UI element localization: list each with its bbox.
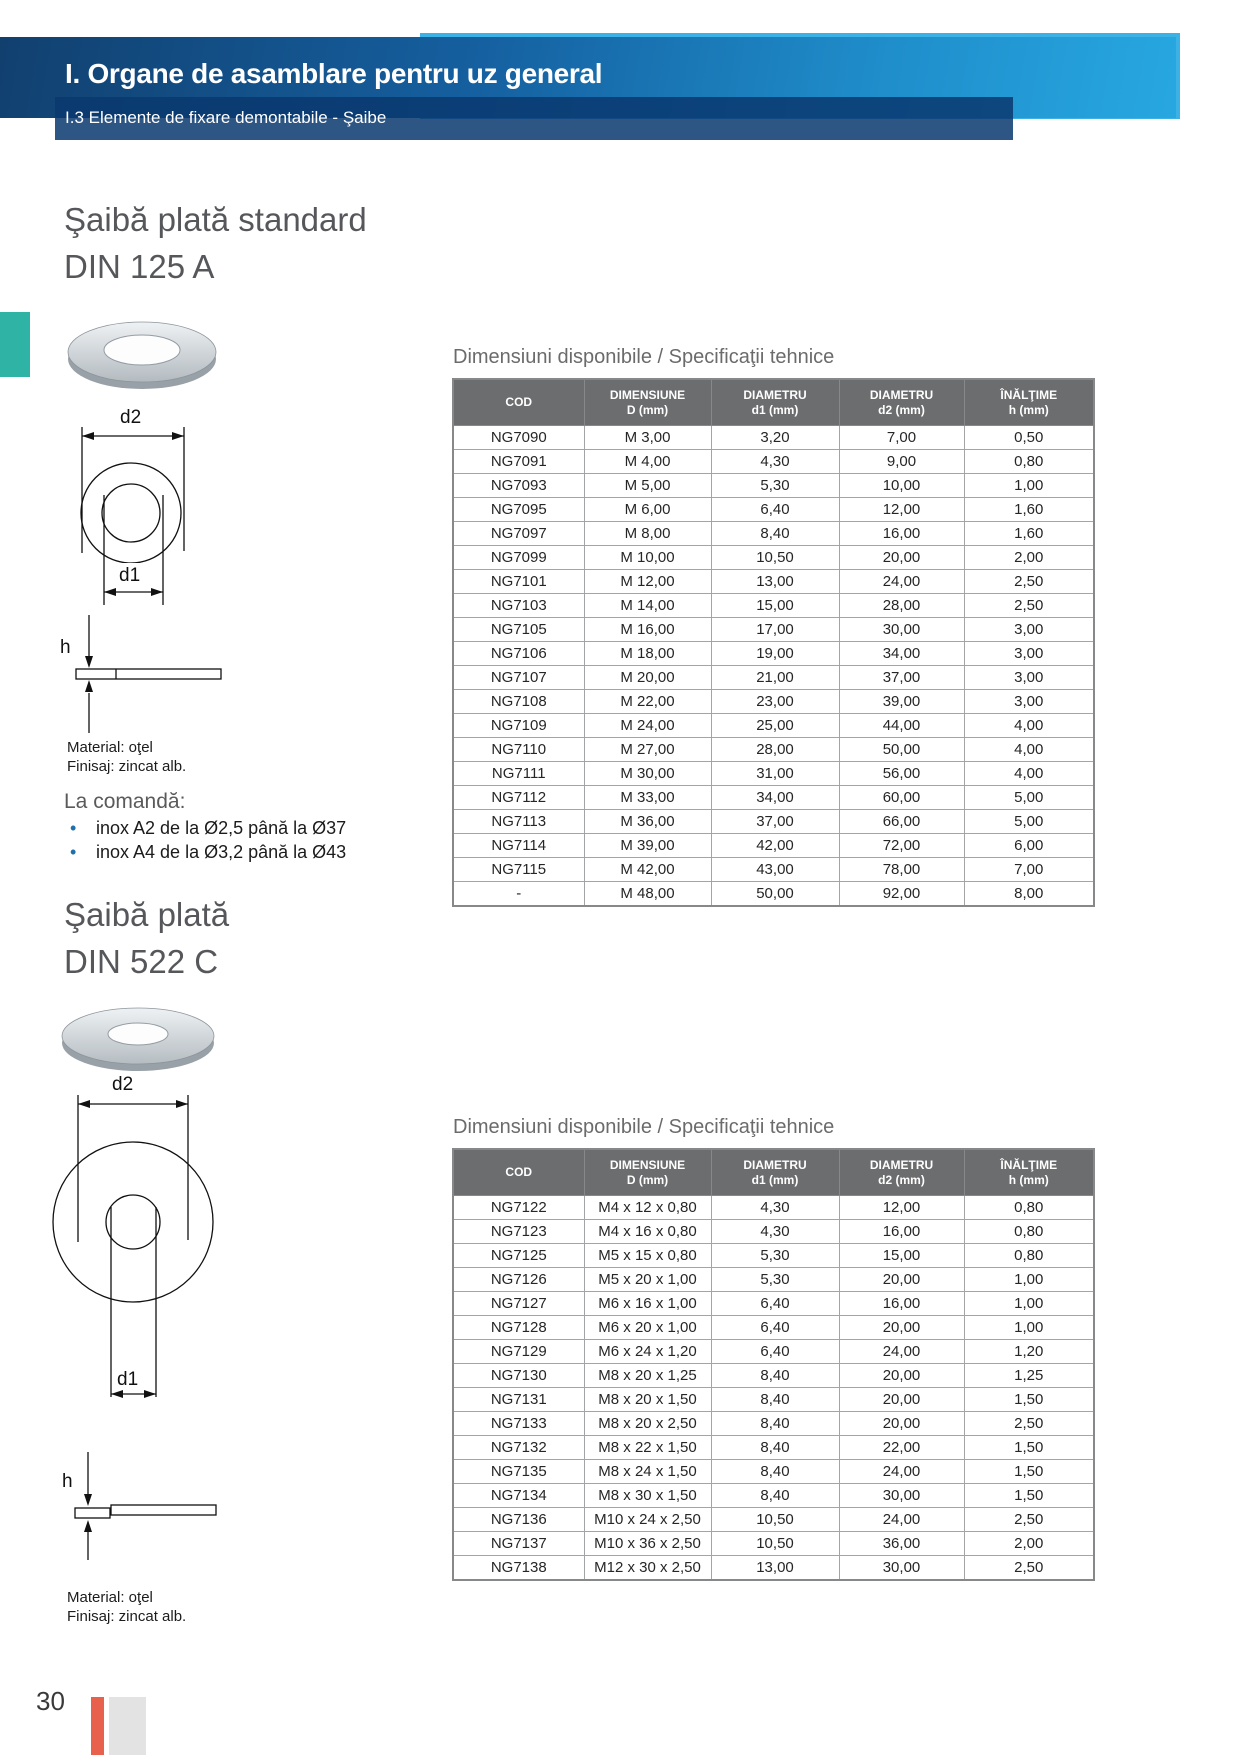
- table-cell: 10,50: [711, 1532, 839, 1556]
- table-cell: 3,00: [964, 642, 1094, 666]
- table-cell: 36,00: [839, 1532, 964, 1556]
- table-cell: 1,50: [964, 1484, 1094, 1508]
- table-row: [453, 1532, 1094, 1556]
- table-cell: 4,30: [711, 1196, 839, 1220]
- table-cell: M8 x 22 x 1,50: [584, 1436, 711, 1460]
- table-row: [453, 1436, 1094, 1460]
- table-cell: 16,00: [839, 1220, 964, 1244]
- page-number: 30: [36, 1686, 65, 1716]
- table-row: [453, 426, 1094, 450]
- table-cell: 34,00: [839, 642, 964, 666]
- table-cell: M6 x 24 x 1,20: [584, 1340, 711, 1364]
- table-cell: 1,60: [964, 522, 1094, 546]
- table-cell: 34,00: [711, 786, 839, 810]
- table-cell: 20,00: [839, 546, 964, 570]
- table-cell: 60,00: [839, 786, 964, 810]
- column-header: COD: [453, 1149, 584, 1196]
- table-row: [453, 1340, 1094, 1364]
- table-cell: 9,00: [839, 450, 964, 474]
- table-row: [453, 858, 1094, 882]
- table-row: [453, 834, 1094, 858]
- table-row: [453, 690, 1094, 714]
- table-cell: M 10,00: [584, 546, 711, 570]
- table-row: [453, 786, 1094, 810]
- dim-label-d2: d2: [112, 1074, 134, 1095]
- table-cell: NG7135: [453, 1460, 584, 1484]
- table-row: [453, 1268, 1094, 1292]
- table-cell: NG7129: [453, 1340, 584, 1364]
- table-cell: M 27,00: [584, 738, 711, 762]
- column-header: ÎNĂLŢIME h (mm): [964, 379, 1094, 426]
- table-cell: M 8,00: [584, 522, 711, 546]
- table-cell: M 5,00: [584, 474, 711, 498]
- table-cell: NG7136: [453, 1508, 584, 1532]
- table-row: [453, 1484, 1094, 1508]
- table-cell: M 16,00: [584, 618, 711, 642]
- table-cell: 31,00: [711, 762, 839, 786]
- table-cell: 15,00: [839, 1244, 964, 1268]
- table-cell: 3,00: [964, 666, 1094, 690]
- table-cell: M6 x 20 x 1,00: [584, 1316, 711, 1340]
- section2-title-line2: DIN 522 C: [64, 943, 219, 980]
- table-cell: 0,80: [964, 1220, 1094, 1244]
- table-cell: M 18,00: [584, 642, 711, 666]
- table-cell: 10,50: [711, 1508, 839, 1532]
- table-cell: 8,40: [711, 1436, 839, 1460]
- table-row: [453, 762, 1094, 786]
- header-subbar: [55, 97, 1013, 140]
- table-cell: 37,00: [839, 666, 964, 690]
- table-cell: 13,00: [711, 570, 839, 594]
- column-header: DIAMETRU d1 (mm): [711, 379, 839, 426]
- table-cell: 24,00: [839, 1460, 964, 1484]
- table-cell: M 6,00: [584, 498, 711, 522]
- table-cell: M 22,00: [584, 690, 711, 714]
- table-cell: 16,00: [839, 522, 964, 546]
- table-cell: 15,00: [711, 594, 839, 618]
- table-row: [453, 618, 1094, 642]
- table-cell: 30,00: [839, 618, 964, 642]
- table-cell: NG7114: [453, 834, 584, 858]
- table-cell: M8 x 30 x 1,50: [584, 1484, 711, 1508]
- washer-photo: [58, 995, 218, 1077]
- table-cell: M 4,00: [584, 450, 711, 474]
- table-cell: M5 x 20 x 1,00: [584, 1268, 711, 1292]
- table-cell: NG7126: [453, 1268, 584, 1292]
- table-row: [453, 1292, 1094, 1316]
- table-cell: NG7123: [453, 1220, 584, 1244]
- table-cell: 8,40: [711, 1460, 839, 1484]
- table-cell: 20,00: [839, 1268, 964, 1292]
- order-label: La comandă:: [64, 790, 186, 813]
- table-cell: NG7138: [453, 1556, 584, 1581]
- table-cell: 6,40: [711, 1292, 839, 1316]
- washer-photo: [62, 312, 222, 392]
- footer-accent-gray: [109, 1697, 146, 1755]
- column-header: DIAMETRU d2 (mm): [839, 1149, 964, 1196]
- table-cell: M 12,00: [584, 570, 711, 594]
- table-cell: 1,20: [964, 1340, 1094, 1364]
- table-cell: 24,00: [839, 1340, 964, 1364]
- table-cell: M 33,00: [584, 786, 711, 810]
- table-cell: 8,00: [964, 882, 1094, 907]
- table-cell: NG7110: [453, 738, 584, 762]
- table-row: [453, 1460, 1094, 1484]
- table-cell: 2,50: [964, 594, 1094, 618]
- table-cell: M8 x 24 x 1,50: [584, 1460, 711, 1484]
- order-option: • inox A4 de la Ø3,2 până la Ø43: [62, 840, 346, 864]
- material-note: [67, 738, 186, 776]
- table-cell: 2,00: [964, 546, 1094, 570]
- table-cell: NG7106: [453, 642, 584, 666]
- table-row: [453, 474, 1094, 498]
- table-cell: 1,50: [964, 1436, 1094, 1460]
- table-cell: NG7133: [453, 1412, 584, 1436]
- table-row: [453, 810, 1094, 834]
- table-cell: 0,80: [964, 1196, 1094, 1220]
- table-cell: 8,40: [711, 522, 839, 546]
- finish-line: Finisaj: zincat alb.: [67, 758, 187, 775]
- spec-table-din125: [452, 378, 1095, 907]
- table-row: [453, 522, 1094, 546]
- table-cell: 3,20: [711, 426, 839, 450]
- table-cell: M 48,00: [584, 882, 711, 907]
- column-header: DIAMETRU d1 (mm): [711, 1149, 839, 1196]
- table-row: [453, 714, 1094, 738]
- table-cell: 6,00: [964, 834, 1094, 858]
- table-cell: 4,30: [711, 1220, 839, 1244]
- table-cell: NG7099: [453, 546, 584, 570]
- table-cell: NG7113: [453, 810, 584, 834]
- table-cell: 1,00: [964, 1292, 1094, 1316]
- table-cell: 0,80: [964, 1244, 1094, 1268]
- table-row: [453, 1556, 1094, 1581]
- table-cell: 8,40: [711, 1412, 839, 1436]
- table-cell: NG7107: [453, 666, 584, 690]
- table-cell: 6,40: [711, 1316, 839, 1340]
- table-cell: 37,00: [711, 810, 839, 834]
- table-cell: 12,00: [839, 498, 964, 522]
- table-cell: NG7101: [453, 570, 584, 594]
- table-cell: M4 x 16 x 0,80: [584, 1220, 711, 1244]
- table-cell: 16,00: [839, 1292, 964, 1316]
- section1-title-line2: DIN 125 A: [64, 248, 215, 285]
- table-cell: M10 x 36 x 2,50: [584, 1532, 711, 1556]
- table-cell: 24,00: [839, 1508, 964, 1532]
- spec-table-din522: [452, 1148, 1095, 1581]
- table-cell: 30,00: [839, 1484, 964, 1508]
- table-cell: 1,60: [964, 498, 1094, 522]
- table-cell: 4,00: [964, 738, 1094, 762]
- column-header: COD: [453, 379, 584, 426]
- table-header-row: [453, 1149, 1094, 1196]
- table-cell: NG7097: [453, 522, 584, 546]
- column-header: DIMENSIUNE D (mm): [584, 1149, 711, 1196]
- table-cell: 2,00: [964, 1532, 1094, 1556]
- table-cell: M8 x 20 x 1,25: [584, 1364, 711, 1388]
- table-row: [453, 882, 1094, 907]
- table-cell: M6 x 16 x 1,00: [584, 1292, 711, 1316]
- table-cell: NG7105: [453, 618, 584, 642]
- table-cell: NG7111: [453, 762, 584, 786]
- finish-line: Finisaj: zincat alb.: [67, 1608, 187, 1625]
- table-cell: M12 x 30 x 2,50: [584, 1556, 711, 1581]
- table-cell: M4 x 12 x 0,80: [584, 1196, 711, 1220]
- table-row: [453, 1196, 1094, 1220]
- table-cell: NG7137: [453, 1532, 584, 1556]
- table-cell: NG7109: [453, 714, 584, 738]
- dim-label-d2: d2: [120, 407, 142, 428]
- table-cell: 4,00: [964, 762, 1094, 786]
- table-row: [453, 642, 1094, 666]
- table-cell: M8 x 20 x 1,50: [584, 1388, 711, 1412]
- material-line: Material: oţel: [67, 1589, 153, 1606]
- table-cell: 44,00: [839, 714, 964, 738]
- table-cell: 50,00: [711, 882, 839, 907]
- table-cell: 43,00: [711, 858, 839, 882]
- table-cell: NG7103: [453, 594, 584, 618]
- column-header: ÎNĂLŢIME h (mm): [964, 1149, 1094, 1196]
- table-cell: NG7122: [453, 1196, 584, 1220]
- breadcrumb: I.3 Elemente de fixare demontabile - Şaibe: [65, 108, 387, 127]
- table-row: [453, 1388, 1094, 1412]
- table-cell: 8,40: [711, 1364, 839, 1388]
- table-cell: M 24,00: [584, 714, 711, 738]
- table-cell: 0,80: [964, 450, 1094, 474]
- table-cell: 20,00: [839, 1364, 964, 1388]
- table-cell: 20,00: [839, 1388, 964, 1412]
- table-cell: NG7091: [453, 450, 584, 474]
- table-cell: NG7134: [453, 1484, 584, 1508]
- material-note: [67, 1588, 186, 1626]
- table-cell: 21,00: [711, 666, 839, 690]
- material-line: Material: oţel: [67, 739, 153, 756]
- table-row: [453, 1220, 1094, 1244]
- table-cell: 66,00: [839, 810, 964, 834]
- table-cell: 28,00: [711, 738, 839, 762]
- table-cell: NG7127: [453, 1292, 584, 1316]
- table-row: [453, 1508, 1094, 1532]
- order-option: • inox A2 de la Ø2,5 până la Ø37: [62, 816, 346, 840]
- dim-label-d1: d1: [119, 565, 141, 586]
- table-cell: 10,50: [711, 546, 839, 570]
- side-view-drawing-din522: [48, 1442, 243, 1562]
- teal-accent-block: [0, 312, 30, 377]
- table-cell: 50,00: [839, 738, 964, 762]
- table-cell: 5,30: [711, 1244, 839, 1268]
- table-cell: 8,40: [711, 1484, 839, 1508]
- table-cell: 1,25: [964, 1364, 1094, 1388]
- table-row: [453, 666, 1094, 690]
- table-row: [453, 570, 1094, 594]
- table-cell: NG7115: [453, 858, 584, 882]
- table-row: [453, 546, 1094, 570]
- table-cell: 7,00: [839, 426, 964, 450]
- table-row: [453, 450, 1094, 474]
- table1-heading: Dimensiuni disponibile / Specificaţii tehnice: [453, 346, 835, 368]
- table-cell: 3,00: [964, 690, 1094, 714]
- table-cell: 92,00: [839, 882, 964, 907]
- footer-accent-red: [91, 1697, 104, 1755]
- dim-label-h: h: [62, 1471, 73, 1492]
- table-cell: 25,00: [711, 714, 839, 738]
- table-cell: 10,00: [839, 474, 964, 498]
- table-cell: 2,50: [964, 1412, 1094, 1436]
- page-title: I. Organe de asamblare pentru uz general: [65, 58, 603, 89]
- table-cell: NG7108: [453, 690, 584, 714]
- table-cell: 5,30: [711, 474, 839, 498]
- table-cell: 5,00: [964, 810, 1094, 834]
- table-cell: 13,00: [711, 1556, 839, 1581]
- technical-drawing-din522: [48, 1072, 243, 1417]
- column-header: DIMENSIUNE D (mm): [584, 379, 711, 426]
- table-header-row: [453, 379, 1094, 426]
- table-cell: 3,00: [964, 618, 1094, 642]
- table-cell: 8,40: [711, 1388, 839, 1412]
- table-cell: M 30,00: [584, 762, 711, 786]
- table-cell: 5,00: [964, 786, 1094, 810]
- table-cell: 4,30: [711, 450, 839, 474]
- table-cell: 5,30: [711, 1268, 839, 1292]
- table-cell: 72,00: [839, 834, 964, 858]
- table-cell: 0,50: [964, 426, 1094, 450]
- table-cell: NG7131: [453, 1388, 584, 1412]
- table-row: [453, 1316, 1094, 1340]
- table-cell: NG7125: [453, 1244, 584, 1268]
- dim-label-h: h: [60, 637, 71, 658]
- section2-title: [64, 891, 229, 985]
- table-cell: 30,00: [839, 1556, 964, 1581]
- table-cell: M 42,00: [584, 858, 711, 882]
- column-header: DIAMETRU d2 (mm): [839, 379, 964, 426]
- table-cell: 78,00: [839, 858, 964, 882]
- table-cell: M10 x 24 x 2,50: [584, 1508, 711, 1532]
- table-cell: NG7095: [453, 498, 584, 522]
- table-cell: 22,00: [839, 1436, 964, 1460]
- table-cell: 1,50: [964, 1460, 1094, 1484]
- table-cell: NG7128: [453, 1316, 584, 1340]
- table-cell: 6,40: [711, 1340, 839, 1364]
- table-cell: 20,00: [839, 1412, 964, 1436]
- table-cell: M5 x 15 x 0,80: [584, 1244, 711, 1268]
- table-cell: 2,50: [964, 1556, 1094, 1581]
- table-cell: NG7090: [453, 426, 584, 450]
- table-cell: 56,00: [839, 762, 964, 786]
- table-cell: M 20,00: [584, 666, 711, 690]
- dim-label-d1: d1: [117, 1369, 139, 1390]
- table-cell: 28,00: [839, 594, 964, 618]
- table-cell: M 3,00: [584, 426, 711, 450]
- table-cell: NG7093: [453, 474, 584, 498]
- table-cell: M 14,00: [584, 594, 711, 618]
- table-cell: NG7112: [453, 786, 584, 810]
- table-cell: 4,00: [964, 714, 1094, 738]
- table-row: [453, 594, 1094, 618]
- table-cell: 2,50: [964, 1508, 1094, 1532]
- table-cell: M8 x 20 x 2,50: [584, 1412, 711, 1436]
- table-cell: 7,00: [964, 858, 1094, 882]
- table-cell: 12,00: [839, 1196, 964, 1220]
- table-cell: 1,00: [964, 1316, 1094, 1340]
- table-cell: 39,00: [839, 690, 964, 714]
- table-cell: 19,00: [711, 642, 839, 666]
- section1-title: [64, 196, 367, 290]
- table-cell: 1,00: [964, 1268, 1094, 1292]
- table-row: [453, 1412, 1094, 1436]
- table-cell: NG7130: [453, 1364, 584, 1388]
- table-cell: 42,00: [711, 834, 839, 858]
- table-row: [453, 1364, 1094, 1388]
- section2-title-line1: Şaibă plată: [64, 896, 230, 933]
- table-cell: M 36,00: [584, 810, 711, 834]
- technical-drawing-din125: [48, 403, 243, 748]
- table-cell: -: [453, 882, 584, 907]
- table-cell: M 39,00: [584, 834, 711, 858]
- table-cell: NG7132: [453, 1436, 584, 1460]
- table-cell: 1,50: [964, 1388, 1094, 1412]
- table-row: [453, 738, 1094, 762]
- table-cell: 2,50: [964, 570, 1094, 594]
- table-cell: 17,00: [711, 618, 839, 642]
- table-cell: 6,40: [711, 498, 839, 522]
- table-cell: 23,00: [711, 690, 839, 714]
- table-cell: 1,00: [964, 474, 1094, 498]
- table-cell: 24,00: [839, 570, 964, 594]
- section1-title-line1: Şaibă plată standard: [64, 201, 367, 238]
- table-cell: 20,00: [839, 1316, 964, 1340]
- table-row: [453, 498, 1094, 522]
- table-row: [453, 1244, 1094, 1268]
- table2-heading: Dimensiuni disponibile / Specificaţii tehnice: [453, 1116, 835, 1138]
- order-options-list: [62, 816, 346, 864]
